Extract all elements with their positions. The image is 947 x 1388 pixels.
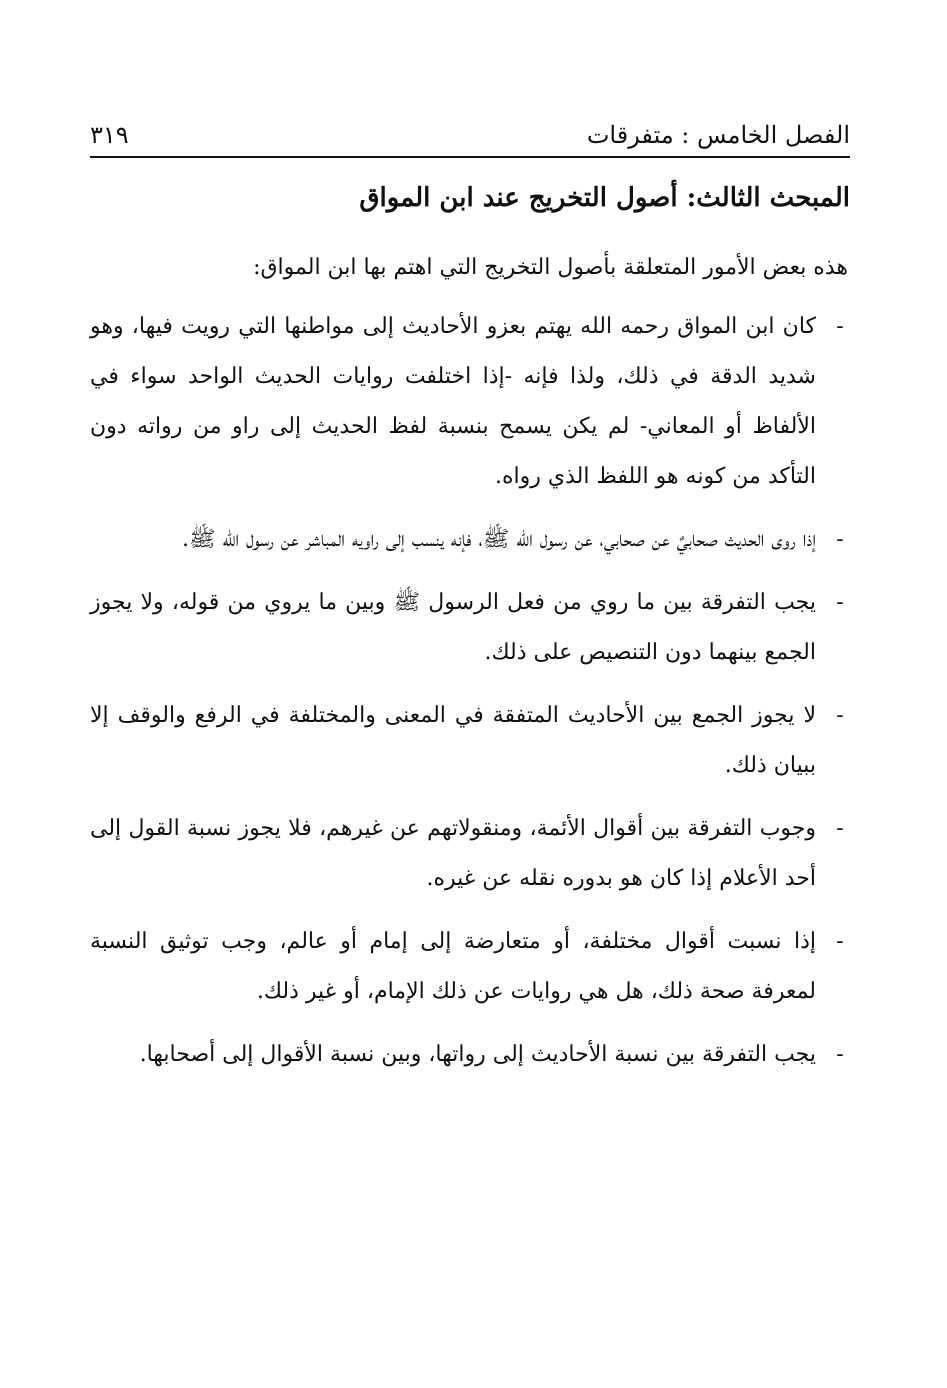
list-item (90, 917, 850, 1017)
running-header (90, 108, 850, 150)
list-item (90, 578, 850, 678)
bullet-dash: - (836, 816, 844, 841)
bullet-dash: - (836, 314, 844, 339)
section-heading: المبحث الثالث: أصول التخريج عند ابن المواق (359, 183, 850, 213)
points-list (90, 302, 850, 1080)
list-item-text: لا يجوز الجمع بين الأحاديث المتفقة في المعنى والمختلفة في الرفع والوقف إلا ببيان ذلك. (90, 703, 816, 778)
list-item-text: كان ابن المواق رحمه الله يهتم بعزو الأحاديث إلى مواطنها التي رويت فيها، وهو شديد الدقة في ذلك، ولذا فإنه -إذا اختلفت روايات الحديث الواحد سواء في الألفاظ أو المعاني- لم يكن يسمح بنسبة لفظ الحديث إلى راو من رواته دون التأكد من كونه هو اللفظ الذي رواه. (90, 314, 816, 489)
book-page (90, 108, 850, 1093)
list-item-text: إذا نسبت أقوال مختلفة، أو متعارضة إلى إمام أو عالم، وجب توثيق النسبة لمعرفة صحة ذلك، هل هي روايات عن ذلك الإمام، أو غير ذلك. (90, 929, 816, 1004)
bullet-dash: - (836, 1042, 844, 1067)
bullet-dash: - (836, 929, 844, 954)
list-item (90, 804, 850, 904)
bullet-dash: - (836, 703, 844, 728)
bullet-dash: - (836, 527, 844, 552)
list-item-text: يجب التفرقة بين ما روي من فعل الرسول ﷺ وبين ما يروي من قوله، ولا يجوز الجمع بينهما دون التنصيص على ذلك. (90, 590, 816, 665)
list-item (90, 691, 850, 791)
page-number: ٣١٩ (90, 121, 129, 149)
list-item-text: يجب التفرقة بين نسبة الأحاديث إلى رواتها، وبين نسبة الأقوال إلى أصحابها. (139, 1042, 816, 1067)
list-item (90, 515, 850, 565)
bullet-dash: - (836, 590, 844, 615)
list-item (90, 302, 850, 502)
header-rule (90, 156, 850, 158)
list-item-text: إذا روى الحديث صحابيٌ عن صحابي، عن رسول الله ﷺ، فإنه ينسب إلى راويه المباشر عن رسول الله ﷺ. (181, 527, 816, 552)
list-item-text: وجوب التفرقة بين أقوال الأئمة، ومنقولاتهم عن غيرهم، فلا يجوز نسبة القول إلى أحد الأعلام إذا كان هو بدوره نقله عن غيره. (90, 816, 816, 891)
intro-paragraph: هذه بعض الأمور المتعلقة بأصول التخريج التي اهتم بها ابن المواق: (253, 255, 848, 280)
chapter-title: الفصل الخامس : متفرقات (586, 121, 850, 149)
list-item (90, 1030, 850, 1080)
